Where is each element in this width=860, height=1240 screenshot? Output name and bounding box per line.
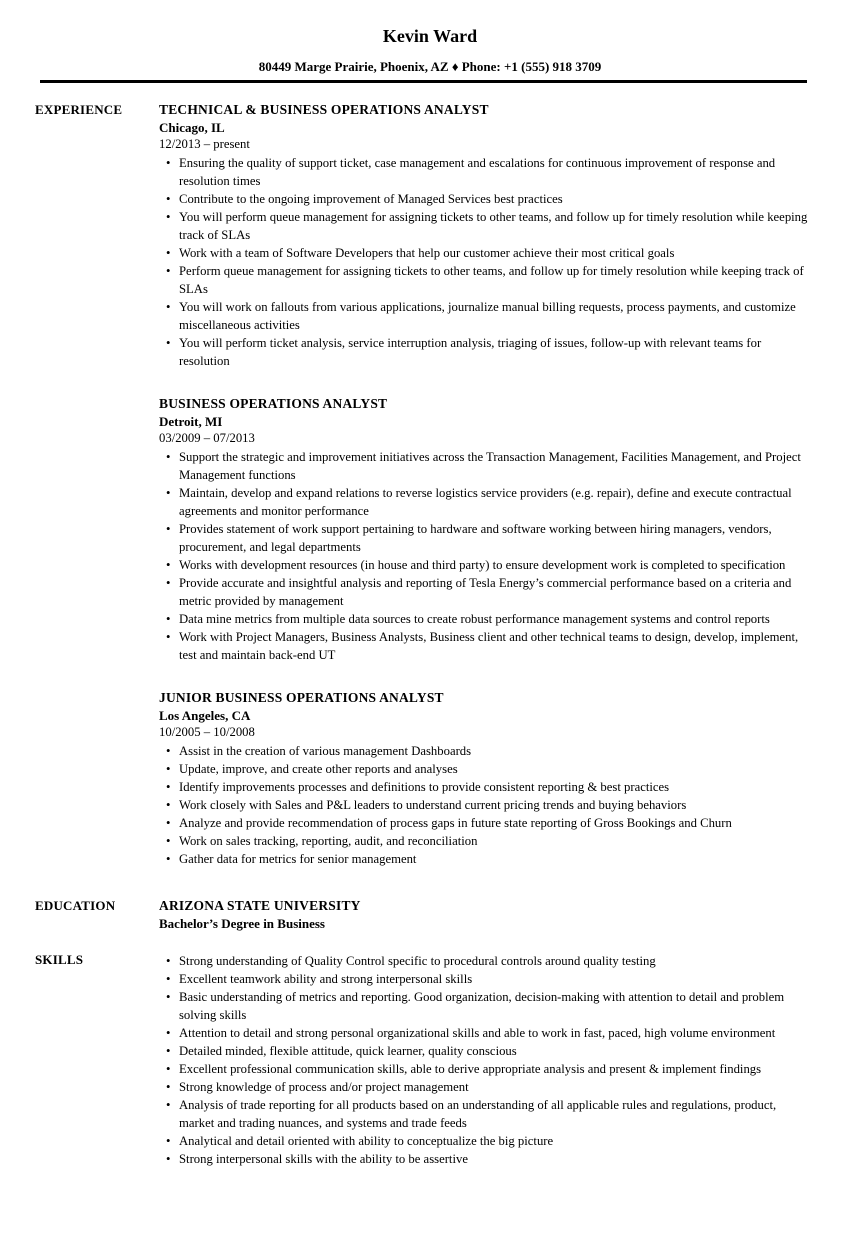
bullet-item: • Work with a team of Software Developers that help our customer achieve their most critical goals [179, 244, 810, 262]
job-entry-2 [159, 394, 810, 664]
bullet-item: • Works with development resources (in house and third party) to ensure development work is completed to specification [179, 556, 810, 574]
job-location: Chicago, IL [159, 120, 225, 135]
experience-content [159, 100, 810, 868]
bullet-item: • Update, improve, and create other reports and analyses [179, 760, 810, 778]
bullet-item: • Analysis of trade reporting for all products based on an understanding of all applicable rules and regulations, product, market and trading nuances, and systems and trade feeds [179, 1096, 810, 1132]
bullet-item: • Perform queue management for assigning tickets to other teams, and follow up for timely resolution while keeping track of SLAs [179, 262, 810, 298]
education-label: EDUCATION [35, 898, 116, 913]
job-entry-3 [159, 688, 810, 868]
job-bullet-list [159, 154, 810, 370]
education-section [0, 896, 860, 932]
experience-label: EXPERIENCE [35, 102, 123, 117]
skills-label: SKILLS [35, 952, 84, 967]
degree-name: Bachelor’s Degree in Business [159, 916, 325, 931]
bullet-item: • Strong understanding of Quality Control specific to procedural controls around quality testing [179, 952, 810, 970]
experience-section [0, 100, 860, 868]
bullet-item: • Detailed minded, flexible attitude, quick learner, quality conscious [179, 1042, 810, 1060]
education-content [159, 896, 810, 932]
job-location: Los Angeles, CA [159, 708, 251, 723]
bullet-item: • You will work on fallouts from various applications, journalize manual billing requests, process payments, and customize miscellaneous activities [179, 298, 810, 334]
skills-bullet-list [159, 952, 810, 1168]
bullet-item: • Strong interpersonal skills with the ability to be assertive [179, 1150, 810, 1168]
bullet-item: • Analytical and detail oriented with ability to conceptualize the big picture [179, 1132, 810, 1150]
job-title: JUNIOR BUSINESS OPERATIONS ANALYST [159, 690, 444, 705]
bullet-item: • Work on sales tracking, reporting, audit, and reconciliation [179, 832, 810, 850]
bullet-item: • Excellent teamwork ability and strong interpersonal skills [179, 970, 810, 988]
job-dates: 10/2005 – 10/2008 [159, 725, 255, 739]
job-bullet-list [159, 448, 810, 664]
header-divider [40, 80, 807, 83]
job-title: TECHNICAL & BUSINESS OPERATIONS ANALYST [159, 102, 489, 117]
bullet-item: • You will perform queue management for assigning tickets to other teams, and follow up for timely resolution while keeping track of SLAs [179, 208, 810, 244]
bullet-item: • You will perform ticket analysis, service interruption analysis, triaging of issues, follow-up with relevant teams for resolution [179, 334, 810, 370]
contact-line: 80449 Marge Prairie, Phoenix, AZ ♦ Phone: +1 (555) 918 3709 [258, 59, 602, 74]
bullet-item: • Excellent professional communication skills, able to derive appropriate analysis and present & implement findings [179, 1060, 810, 1078]
bullet-item: • Ensuring the quality of support ticket, case management and escalations for continuous improvement of response and resolution times [179, 154, 810, 190]
bullet-item: • Work closely with Sales and P&L leaders to understand current pricing trends and buying behaviors [179, 796, 810, 814]
person-name: Kevin Ward [382, 26, 478, 46]
bullet-item: • Provide accurate and insightful analysis and reporting of Tesla Energy’s commercial performance based on a criteria and metric provided by management [179, 574, 810, 610]
bullet-item: • Attention to detail and strong personal organizational skills and able to work in fast, paced, high volume environment [179, 1024, 810, 1042]
bullet-item: • Work with Project Managers, Business Analysts, Business client and other technical teams to design, develop, implement, test and maintain back-end UT [179, 628, 810, 664]
bullet-item: • Contribute to the ongoing improvement of Managed Services best practices [179, 190, 810, 208]
bullet-item: • Strong knowledge of process and/or project management [179, 1078, 810, 1096]
bullet-item: • Data mine metrics from multiple data sources to create robust performance management systems and control reports [179, 610, 810, 628]
bullet-item: • Provides statement of work support pertaining to hardware and software working between hiring managers, vendors, procurement, and legal departments [179, 520, 810, 556]
bullet-item: • Identify improvements processes and definitions to provide consistent reporting & best practices [179, 778, 810, 796]
bullet-item: • Gather data for metrics for senior management [179, 850, 810, 868]
bullet-item: • Analyze and provide recommendation of process gaps in future state reporting of Gross Bookings and Churn [179, 814, 810, 832]
job-bullet-list [159, 742, 810, 868]
bullet-item: • Basic understanding of metrics and reporting. Good organization, decision-making with attention to detail and problem solving skills [179, 988, 810, 1024]
bullet-item: • Assist in the creation of various management Dashboards [179, 742, 810, 760]
bullet-item: • Maintain, develop and expand relations to reverse logistics service providers (e.g. repair), define and execute contractual agreements and monitor performance [179, 484, 810, 520]
job-title: BUSINESS OPERATIONS ANALYST [159, 396, 388, 411]
job-dates: 03/2009 – 07/2013 [159, 431, 255, 445]
job-location: Detroit, MI [159, 414, 223, 429]
bullet-item: • Support the strategic and improvement initiatives across the Transaction Management, Facilities Management, and Project Management functions [179, 448, 810, 484]
job-entry-1 [159, 100, 810, 370]
skills-section [0, 950, 860, 1168]
job-dates: 12/2013 – present [159, 137, 250, 151]
school-name: ARIZONA STATE UNIVERSITY [159, 898, 361, 913]
skills-content [159, 950, 810, 1168]
